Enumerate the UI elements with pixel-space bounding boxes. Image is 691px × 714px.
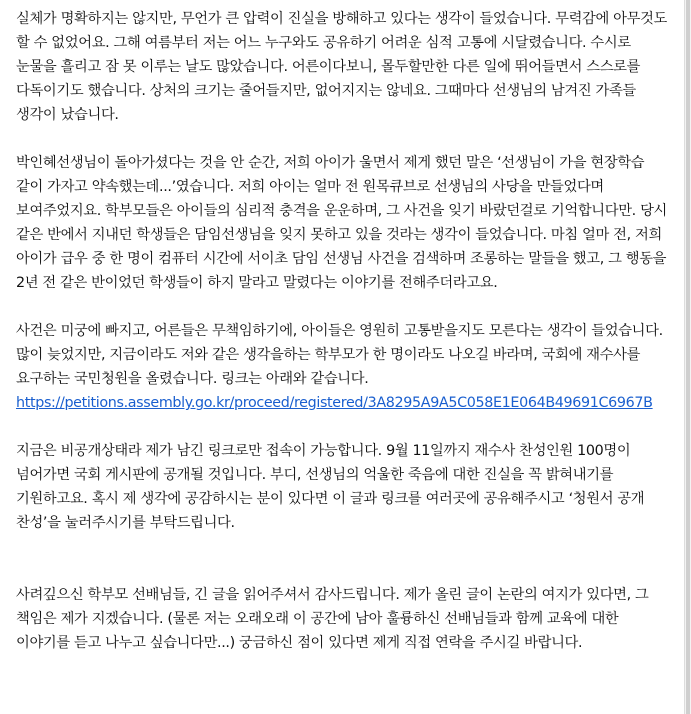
paragraph-1: 실체가 명확하지는 않지만, 무언가 큰 압력이 진실을 방해하고 있다는 생각이 들었습니다. 무력감에 아무것도 할 수 없었어요. 그해 여름부터 저는 어느 누구와도 공유하기 어려운 심적 고통에 시달렸습니다. 수시로 눈물을 흘리고 잠 못 이루는 날도 많았습니다. 어른이다보니, 몰두할만한 다른 일에 뛰어들면서 스스로를 다독이기도 했습니다. 상처의 크기는 줄어들지만, 없어지지는 않네요. 그때마다 선생님의 남겨진 가족들 생각이 났습니다. xyxy=(16,11,667,123)
paragraph-4: 지금은 비공개상태라 제가 남긴 링크로만 접속이 가능합니다. 9월 11일까지 재수사 찬성인원 100명이 넘어가면 국회 게시판에 공개될 것입니다. 부디, 선생님의 억울한 죽음에 대한 진실을 꼭 밝혀내기를 기원하고요. 혹시 제 생각에 공감하시는 분이 있다면 이 글과 링크를 여러곳에 공유해주시고 ‘청원서 공개 찬성’을 눌러주시기를 부탁드립니다. xyxy=(16,443,645,531)
paragraph-5: 사려깊으신 학부모 선배님들, 긴 글을 읽어주셔서 감사드립니다. 제가 올린 글이 논란의 여지가 있다면, 그 책임은 제가 지겠습니다. (물론 저는 오래오래 이 공간에 남아 훌륭하신 선배님들과 함께 교육에 대한 이야기를 듣고 나누고 싶습니다만...) 궁금하신 점이 있다면 제게 직접 연락을 주시길 바랍니다. xyxy=(16,587,649,651)
paragraph-2: 박인혜선생님이 돌아가셨다는 것을 안 순간, 저희 아이가 울면서 제게 했던 말은 ‘선생님이 가을 현장학습 같이 가자고 약속했는데...’였습니다. 저희 아이는 얼마 전 원목큐브로 선생님의 사당을 만들었다며 보여주었지요. 학부모들은 아이들의 심리적 충격을 운운하며, 그 사건을 잊기 바랐던걸로 기억합니다만. 당시 같은 반에서 지내던 학생들은 담임선생님을 잊지 못하고 있을 것라는 생각이 들었습니다. 마침 얼마 전, 저희 아이가 급우 중 한 명이 컴퓨터 시간에 서이초 담임 선생님 사건을 검색하며 조롱하는 말들을 했고, 그 행동을 2년 전 같은 반이었던 학생들이 하지 말라고 말렸다는 이야기를 전해주더라고요. xyxy=(16,155,667,291)
scrollbar-thumb[interactable] xyxy=(686,0,690,714)
petition-link-paragraph xyxy=(16,391,670,415)
petition-link[interactable]: https://petitions.assembly.go.kr/proceed/registered/3A8295A9A5C058E1E064B49691C6967B xyxy=(16,395,653,411)
vertical-scrollbar[interactable] xyxy=(684,0,691,714)
post-body xyxy=(16,7,670,679)
paragraph-3 xyxy=(16,319,670,391)
paragraph-3-text: 사건은 미궁에 빠지고, 어른들은 무책임하기에, 아이들은 영원히 고통받을지도 모른다는 생각이 들었습니다. 많이 늦었지만, 지금이라도 저와 같은 생각을하는 학부모가 한 명이라도 나오길 바라며, 국회에 재수사를 요구하는 국민청원을 올렸습니다. 링크는 아래와 같습니다. xyxy=(16,323,663,387)
